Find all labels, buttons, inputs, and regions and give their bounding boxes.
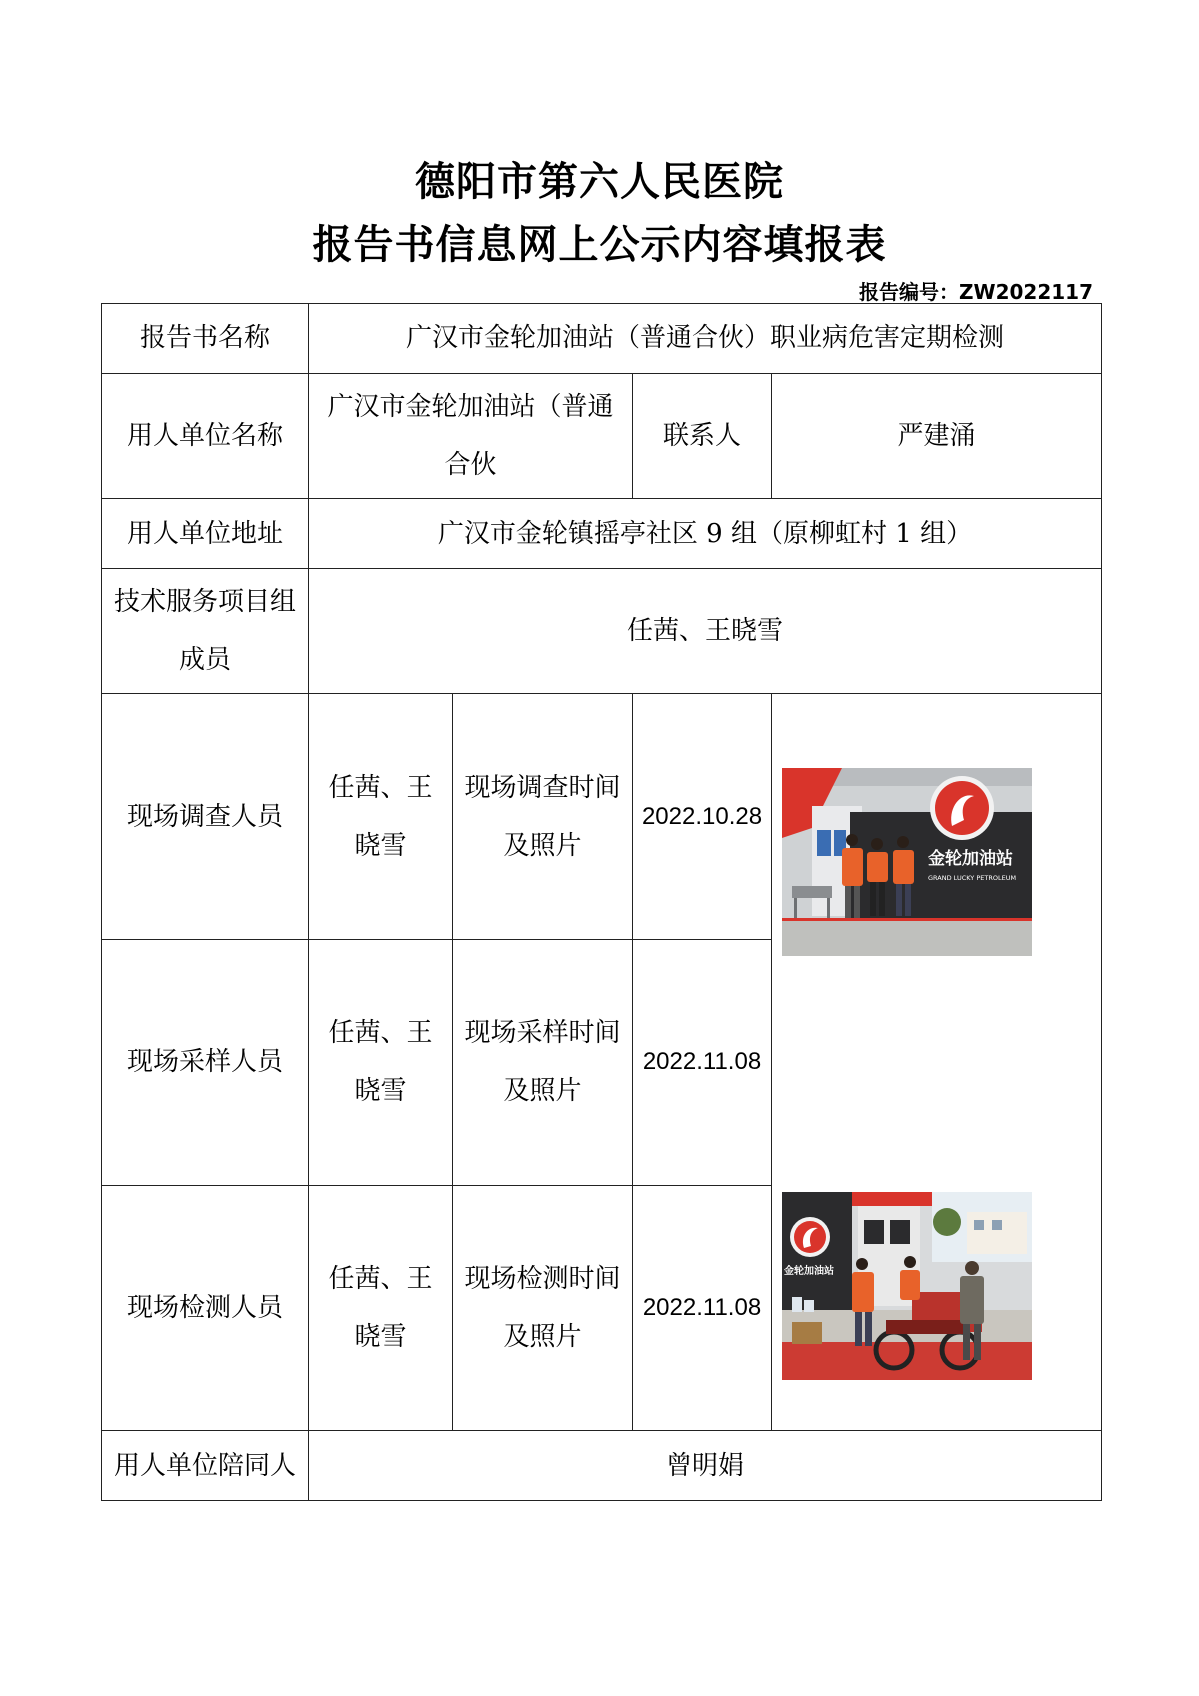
svg-text:GRAND LUCKY PETROLEUM: GRAND LUCKY PETROLEUM — [928, 874, 1017, 883]
svg-text:金轮加油站: 金轮加油站 — [784, 1266, 834, 1278]
sampling-personnel-label: 现场采样人员 — [102, 939, 309, 1185]
table-row — [102, 373, 1102, 498]
testing-time-label: 现场检测时间及照片 — [453, 1185, 633, 1431]
sampling-date: 2022.11.08 — [633, 939, 772, 1185]
table-row — [102, 1431, 1102, 1501]
sampling-personnel-value: 任茜、王晓雪 — [309, 939, 453, 1185]
photo-column — [772, 694, 1102, 1431]
companion-label: 用人单位陪同人 — [102, 1431, 309, 1501]
table-row — [102, 499, 1102, 569]
employer-address-label: 用人单位地址 — [102, 499, 309, 569]
testing-photo — [782, 1192, 1032, 1380]
table-row — [102, 568, 1102, 693]
testing-date: 2022.11.08 — [633, 1185, 772, 1431]
report-name-value: 广汉市金轮加油站（普通合伙）职业病危害定期检测 — [309, 304, 1102, 374]
testing-personnel-value: 任茜、王晓雪 — [309, 1185, 453, 1431]
team-members-label: 技术服务项目组成员 — [102, 568, 309, 693]
employer-name-value: 广汉市金轮加油站（普通合伙 — [309, 373, 633, 498]
report-number: 报告编号：ZW2022117 — [859, 280, 1093, 304]
report-name-label: 报告书名称 — [102, 304, 309, 374]
contact-label: 联系人 — [633, 373, 772, 498]
sampling-time-label: 现场采样时间及照片 — [453, 939, 633, 1185]
contact-value: 严建涌 — [772, 373, 1102, 498]
team-members-value: 任茜、王晓雪 — [309, 568, 1102, 693]
testing-personnel-label: 现场检测人员 — [102, 1185, 309, 1431]
document-subtitle: 报告书信息网上公示内容填报表 — [312, 222, 887, 268]
document-title: 德阳市第六人民医院 — [415, 159, 784, 205]
table-row — [102, 304, 1102, 374]
employer-name-label: 用人单位名称 — [102, 373, 309, 498]
report-info-table — [101, 303, 1102, 1501]
svg-text:金轮加油站: 金轮加油站 — [928, 849, 1013, 870]
survey-photo — [782, 768, 1032, 956]
companion-value: 曾明娟 — [309, 1431, 1102, 1501]
survey-date: 2022.10.28 — [633, 694, 772, 940]
survey-time-label: 现场调查时间及照片 — [453, 694, 633, 940]
survey-personnel-value: 任茜、王晓雪 — [309, 694, 453, 940]
table-row — [102, 694, 1102, 940]
employer-address-value: 广汉市金轮镇摇亭社区 9 组（原柳虹村 1 组） — [309, 499, 1102, 569]
survey-personnel-label: 现场调查人员 — [102, 694, 309, 940]
